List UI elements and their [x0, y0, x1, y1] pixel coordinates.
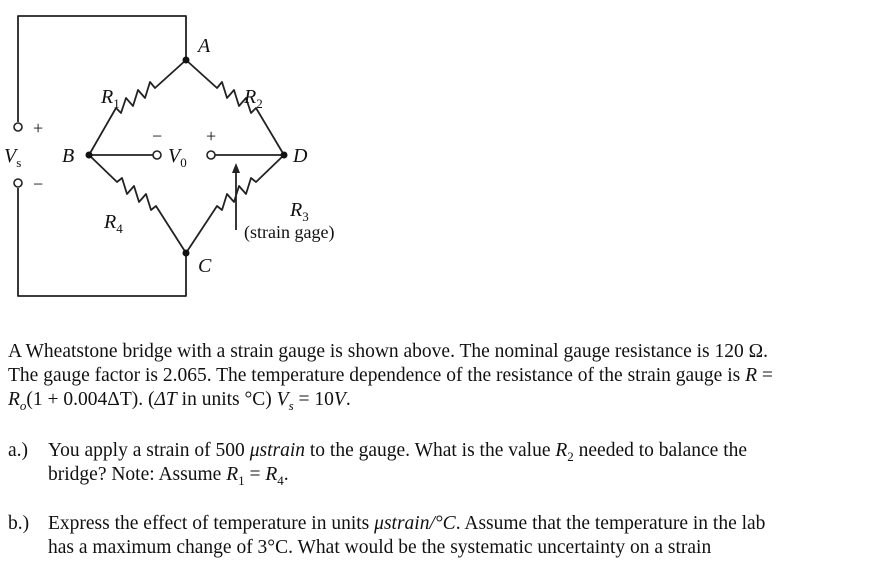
vs-label: $V_s$: [4, 145, 22, 170]
node-a-dot: [183, 57, 190, 64]
r1-label: $R_1$: [101, 86, 120, 111]
vo-plus-sign: +: [206, 126, 217, 146]
node-d-label: D: [293, 145, 308, 167]
vo-minus-terminal: [153, 151, 161, 159]
variable-arrow-head: [232, 163, 240, 173]
vs-minus-sign: −: [33, 174, 44, 194]
vo-minus-sign: −: [152, 126, 163, 146]
r4-label: $R_4$: [104, 211, 123, 236]
node-b-label: B: [62, 145, 75, 167]
part-a-line-1: You apply a strain of 500 μstrain to the gauge. What is the value $R_2$ needed to balance the: [48, 440, 748, 464]
part-b-tag: b.): [8, 513, 30, 534]
vo-plus-terminal: [207, 151, 215, 159]
part-b-line-1: Express the effect of temperature in units μstrain/°C. Assume that the temperature in the lab: [48, 513, 766, 534]
problem-line-3: $R_o(1 + 0.004\Delta T)$. (ΔT in units °C) $V_s = 10V$.: [8, 389, 351, 413]
r3-label: $R_3$: [290, 199, 309, 224]
vs-minus-terminal: [14, 179, 22, 187]
vo-label: $V_0$: [168, 145, 187, 170]
node-d-dot: [281, 152, 288, 159]
node-c-label: C: [198, 255, 212, 277]
r2-label: $R_2$: [244, 86, 263, 111]
vs-plus-sign: +: [33, 118, 44, 138]
supply-wire-bottom: [18, 188, 186, 296]
resistor-r2: [186, 60, 284, 155]
wheatstone-bridge-diagram: [0, 0, 380, 310]
problem-line-1: A Wheatstone bridge with a strain gauge is shown above. The nominal gauge resistance is 120 Ω.: [8, 341, 769, 362]
part-a-tag: a.): [8, 440, 29, 461]
resistor-r4: [89, 155, 186, 253]
problem-line-2: The gauge factor is 2.065. The temperature dependence of the resistance of the strain gauge is R =: [8, 365, 773, 386]
question-part-a: [8, 439, 863, 488]
problem-statement: [8, 340, 868, 412]
node-b-dot: [86, 152, 93, 159]
question-part-b: [8, 512, 863, 560]
r3-note: (strain gage): [244, 222, 335, 242]
node-a-label: A: [198, 35, 211, 57]
part-a-line-2: bridge? Note: Assume $R_1 = R_4$.: [48, 464, 289, 488]
part-b-line-2: has a maximum change of 3°C. What would be the systematic uncertainty on a strain: [48, 537, 712, 558]
vs-plus-terminal: [14, 123, 22, 131]
node-c-dot: [183, 250, 190, 257]
